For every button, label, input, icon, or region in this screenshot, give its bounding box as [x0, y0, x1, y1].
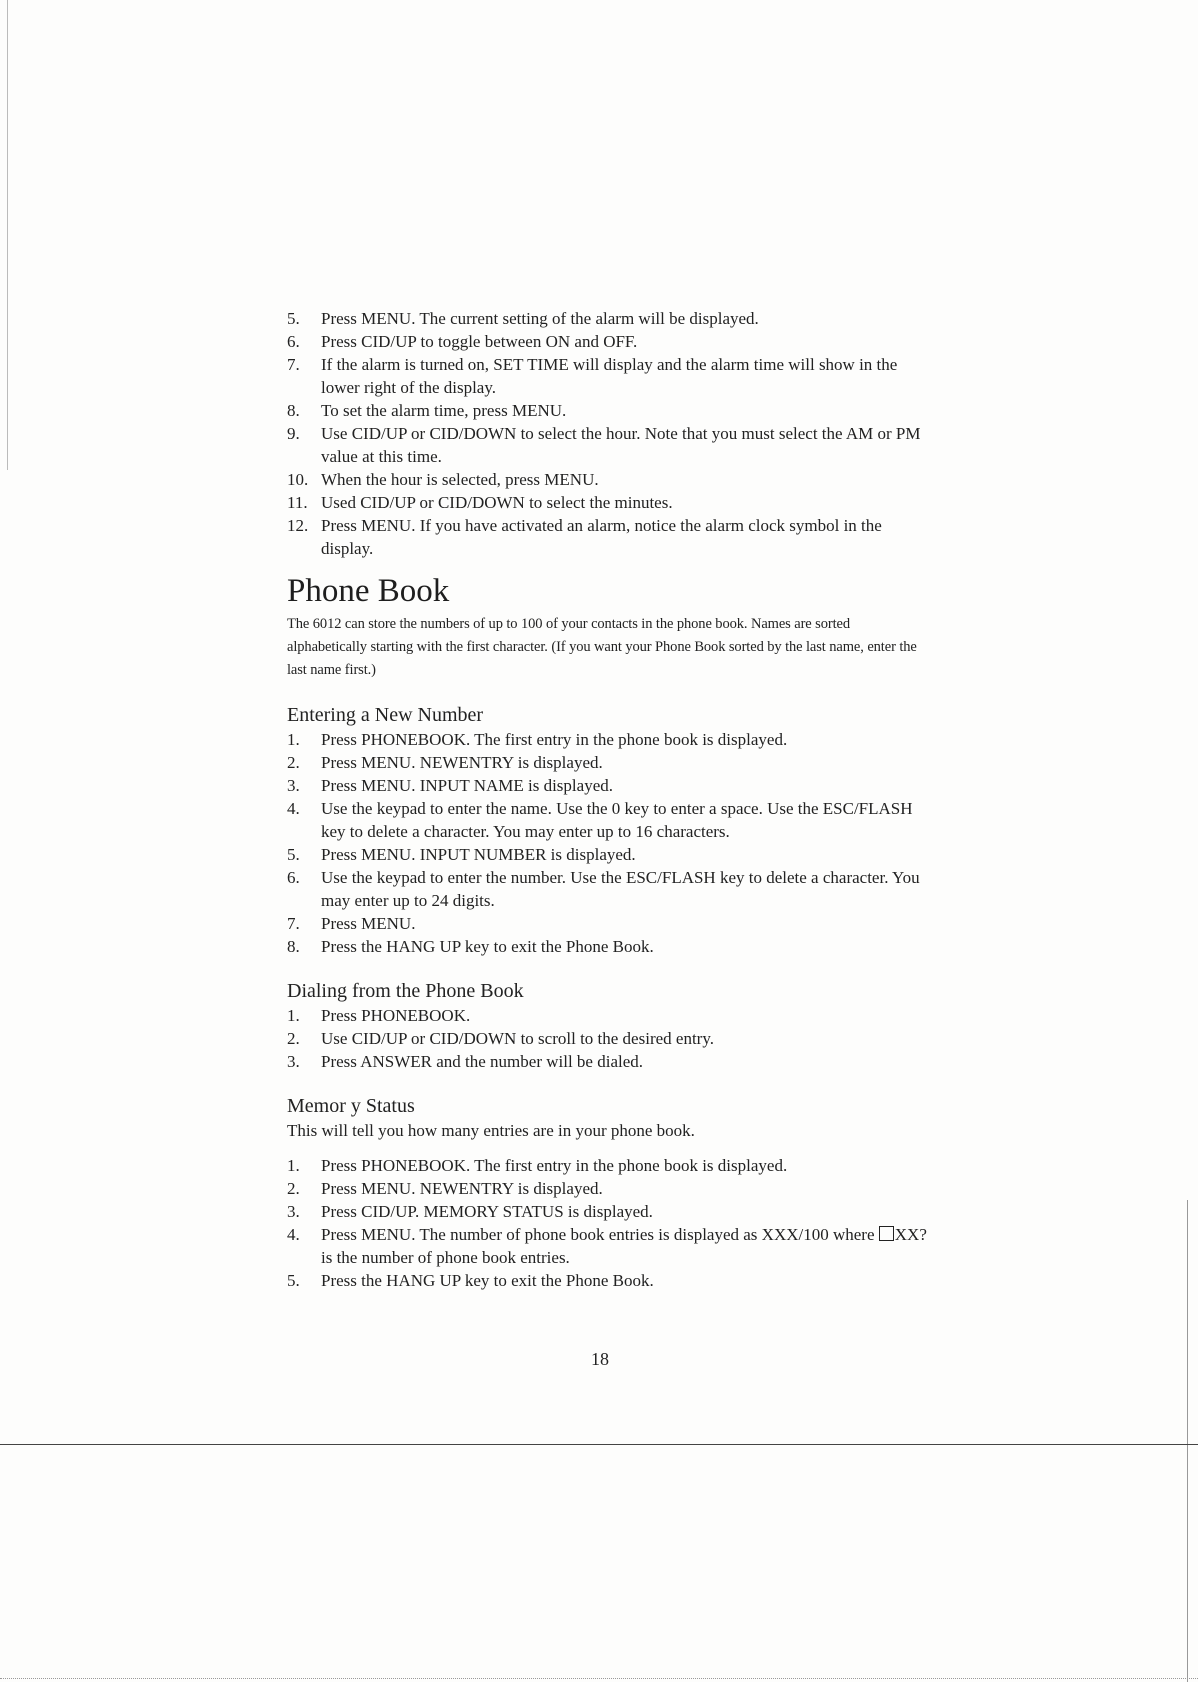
- step-number: 3.: [287, 1052, 300, 1071]
- step-number: 3.: [287, 1202, 300, 1221]
- step-text: Press ANSWER and the number will be dialed.: [321, 1052, 644, 1071]
- step-text: Press PHONEBOOK. The first entry in the phone book is displayed.: [321, 1156, 788, 1175]
- step-number: 7.: [287, 355, 300, 374]
- list-item: [287, 422, 927, 468]
- step-text: To set the alarm time, press MENU.: [321, 401, 567, 420]
- page-content: [287, 307, 927, 1292]
- step-text: Press PHONEBOOK.: [321, 1006, 471, 1025]
- step-number: 1.: [287, 1156, 300, 1175]
- entering-steps-list: [287, 728, 927, 958]
- page-number: 18: [591, 1349, 609, 1369]
- step-text: Press the HANG UP key to exit the Phone Book.: [321, 937, 654, 956]
- step-number: 9.: [287, 424, 300, 443]
- list-item: [287, 468, 927, 491]
- list-item: [287, 912, 927, 935]
- step-number: 5.: [287, 845, 300, 864]
- step-text: Press MENU. The number of phone book entries is displayed as XXX/100 where: [321, 1225, 879, 1244]
- scan-edge-bottom: [0, 1678, 1198, 1679]
- list-item: [287, 307, 927, 330]
- step-text: Use CID/UP or CID/DOWN to scroll to the desired entry.: [321, 1029, 714, 1048]
- step-number: 1.: [287, 1006, 300, 1025]
- list-item: [287, 751, 927, 774]
- list-item: [287, 491, 927, 514]
- list-item: [287, 1154, 927, 1177]
- step-text-continued: XX?is the number of phone book entries.: [321, 1225, 927, 1267]
- step-text: Used CID/UP or CID/DOWN to select the minutes.: [321, 493, 673, 512]
- dialing-heading: Dialing from the Phone Book: [287, 980, 524, 1002]
- step-number: 12.: [287, 516, 309, 535]
- scan-edge-right: [1187, 1200, 1188, 1682]
- list-item: [287, 399, 927, 422]
- list-item: [287, 866, 927, 912]
- alarm-steps-list: [287, 307, 927, 560]
- step-number: 2.: [287, 1179, 300, 1198]
- step-number: 7.: [287, 914, 300, 933]
- step-text: Use the keypad to enter the number. Use the ESC/FLASH key to delete a character. You may enter up to 24 digits.: [321, 868, 920, 910]
- step-number: 4.: [287, 799, 300, 818]
- step-text: Press MENU. NEWENTRY is displayed.: [321, 753, 603, 772]
- step-text: Use the keypad to enter the name. Use the 0 key to enter a space. Use the ESC/FLASH key to delete a character. You may enter up to 16 characters.: [321, 799, 913, 841]
- step-text: Press MENU. INPUT NAME is displayed.: [321, 776, 613, 795]
- memory-status-heading: Memor y Status: [287, 1095, 415, 1117]
- list-item: [287, 843, 927, 866]
- step-text: Press MENU.: [321, 914, 416, 933]
- step-text: If the alarm is turned on, SET TIME will display and the alarm time will show in the lower right of the display.: [321, 355, 898, 397]
- list-item: [287, 1004, 927, 1027]
- memory-status-intro: This will tell you how many entries are in your phone book.: [287, 1121, 695, 1140]
- step-text: Press MENU. NEWENTRY is displayed.: [321, 1179, 603, 1198]
- list-item: [287, 1050, 927, 1073]
- step-text: Use CID/UP or CID/DOWN to select the hour. Note that you must select the AM or PM value at this time.: [321, 424, 921, 466]
- step-number: 2.: [287, 1029, 300, 1048]
- step-number: 8.: [287, 937, 300, 956]
- list-item: [287, 353, 927, 399]
- list-item: [287, 1223, 927, 1269]
- step-text: When the hour is selected, press MENU.: [321, 470, 599, 489]
- list-item: [287, 1177, 927, 1200]
- phone-book-heading: Phone Book: [287, 573, 450, 609]
- step-number: 8.: [287, 401, 300, 420]
- list-item: [287, 514, 927, 560]
- list-item: [287, 774, 927, 797]
- memory-steps-list: [287, 1154, 927, 1292]
- list-item: [287, 728, 927, 751]
- step-number: 10.: [287, 470, 309, 489]
- list-item: [287, 935, 927, 958]
- step-number: 1.: [287, 730, 300, 749]
- phone-book-intro: The 6012 can store the numbers of up to 100 of your contacts in the phone book. Names are sorted alphabetically starting with the first character. (If you want your Phone Book sorted by the last name, enter the last name first.): [287, 616, 917, 678]
- list-item: [287, 330, 927, 353]
- step-text: Press MENU. INPUT NUMBER is displayed.: [321, 845, 636, 864]
- dialing-steps-list: [287, 1004, 927, 1073]
- step-number: 6.: [287, 868, 300, 887]
- step-number: 3.: [287, 776, 300, 795]
- list-item: [287, 797, 927, 843]
- checkbox-glyph-icon: [879, 1226, 894, 1241]
- step-text: Press PHONEBOOK. The first entry in the phone book is displayed.: [321, 730, 788, 749]
- step-text: Press CID/UP to toggle between ON and OFF.: [321, 332, 638, 351]
- step-text: Press the HANG UP key to exit the Phone Book.: [321, 1271, 654, 1290]
- step-text: Press CID/UP. MEMORY STATUS is displayed.: [321, 1202, 653, 1221]
- step-number: 5.: [287, 1271, 300, 1290]
- step-number: 6.: [287, 332, 300, 351]
- step-number: 4.: [287, 1225, 300, 1244]
- list-item: [287, 1200, 927, 1223]
- step-number: 5.: [287, 309, 300, 328]
- entering-new-number-heading: Entering a New Number: [287, 704, 484, 726]
- step-text: Press MENU. The current setting of the alarm will be displayed.: [321, 309, 759, 328]
- scan-edge-left: [7, 0, 8, 470]
- page-divider: [0, 1444, 1198, 1445]
- list-item: [287, 1269, 927, 1292]
- step-text: Press MENU. If you have activated an alarm, notice the alarm clock symbol in the display.: [321, 516, 882, 558]
- step-number: 11.: [287, 493, 308, 512]
- step-number: 2.: [287, 753, 300, 772]
- list-item: [287, 1027, 927, 1050]
